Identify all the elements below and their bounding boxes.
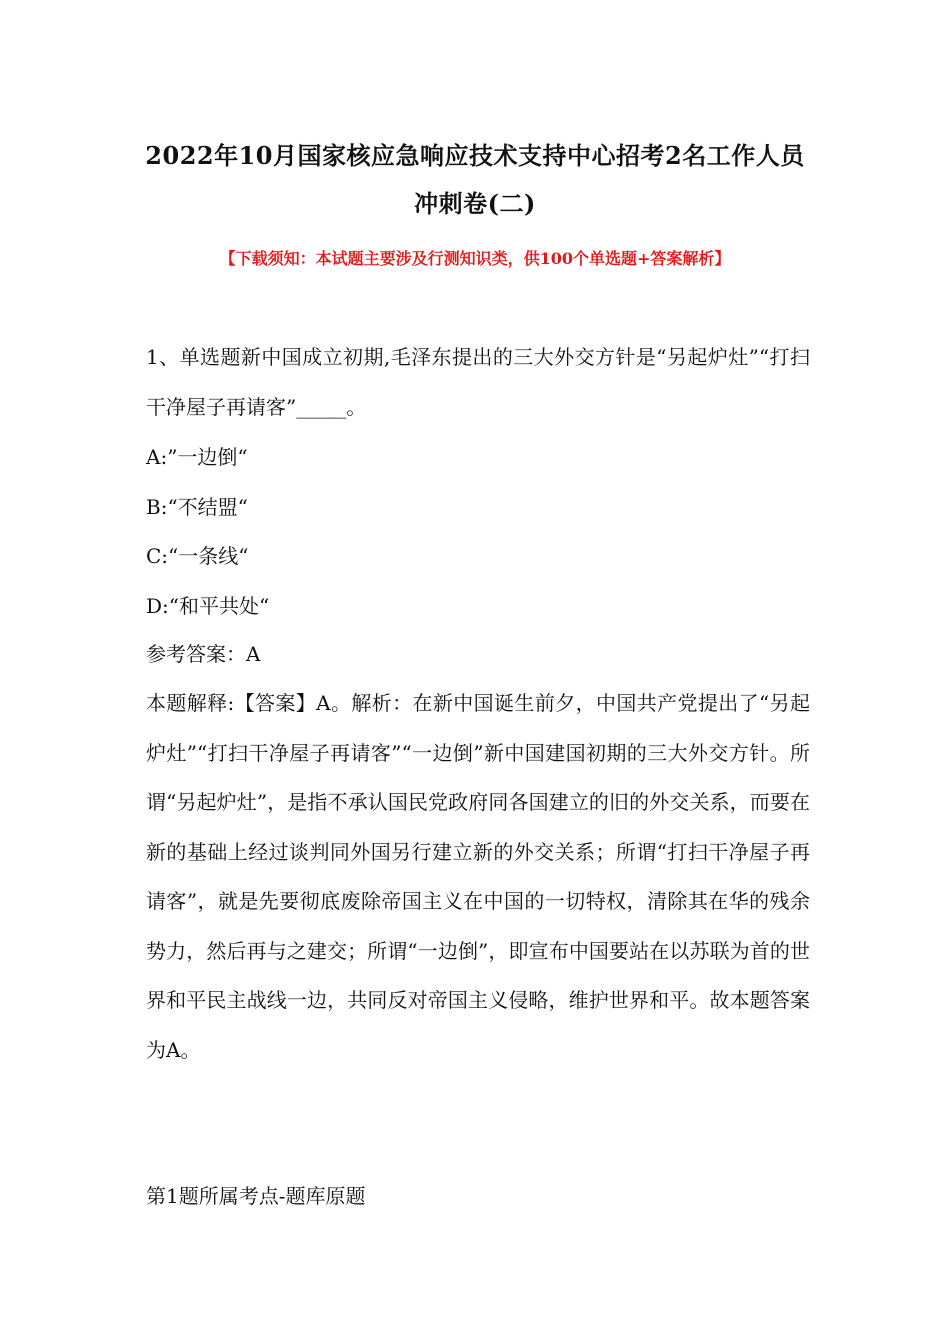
- answer-label: 参考答案：: [146, 642, 246, 666]
- download-notice: 【下载须知：本试题主要涉及行测知识类，供100个单选题+答案解析】: [219, 249, 731, 268]
- answer-explanation: 本题解释:【答案】A。解析：在新中国诞生前夕，中国共产党提出了“另起炉灶”“打扫干净屋子再请客”“一边倒”新中国建国初期的三大外交方针。所谓“另起炉灶”，是指不承认国民党政府同各国建立的旧的外交关系，而要在新的基础上经过谈判同外国另行建立新的外交关系；所谓“打扫干净屋子再请客”，就是先要彻底废除帝国主义在中国的一切特权，清除其在华的残余势力，然后再与之建交；所谓“一边倒”，即宣布中国要站在以苏联为首的世界和平民主战线一边，共同反对帝国主义侵略，维护世界和平。故本题答案为A。: [146, 691, 810, 1062]
- document-title-line2: 冲刺卷(二): [414, 189, 536, 218]
- option-d: [146, 582, 810, 632]
- option-text: “和平共处“: [168, 593, 270, 618]
- question-stem: 1、单选题新中国成立初期,毛泽东提出的三大外交方针是“另起炉灶”“打扫干净屋子再请客”_____。: [146, 345, 810, 419]
- reference-answer: [146, 630, 810, 680]
- document-title-line1: 2022年10月国家核应急响应技术支持中心招考2名工作人员: [145, 141, 805, 170]
- option-b: [146, 483, 810, 533]
- option-a: [146, 433, 810, 483]
- option-c: [146, 532, 810, 582]
- option-text: “一条线“: [168, 544, 249, 568]
- question-options: [146, 433, 810, 631]
- option-label: A:: [146, 445, 168, 469]
- option-text: ”一边倒“: [167, 445, 248, 469]
- option-text: “不结盟“: [167, 494, 248, 519]
- option-label: B:: [146, 494, 168, 519]
- knowledge-point: 第1题所属考点-题库原题: [146, 1184, 366, 1208]
- answer-value: A: [246, 642, 261, 666]
- option-label: C:: [146, 544, 169, 568]
- option-label: D:: [146, 593, 169, 618]
